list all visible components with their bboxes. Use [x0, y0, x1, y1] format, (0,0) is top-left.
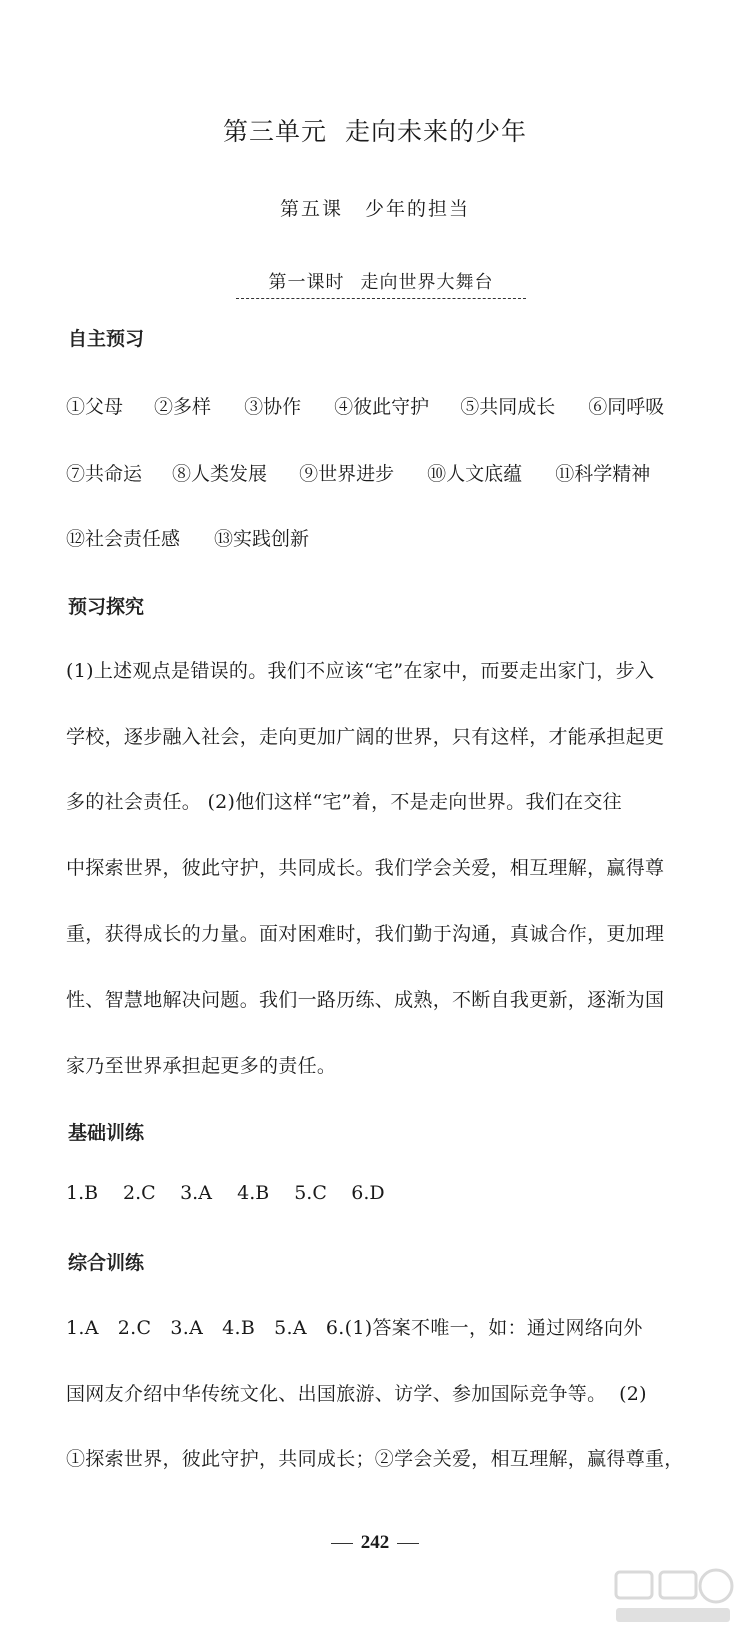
dash-left: [331, 1543, 353, 1544]
watermark-logo-icon: [608, 1560, 738, 1630]
preview-line: 重，获得成长的力量。面对困难时，我们勤于沟通，真诚合作，更加理: [66, 923, 665, 945]
unit-prefix: 第三单元: [222, 117, 327, 146]
list-item: ⑨世界进步: [299, 463, 395, 485]
comprehensive-heading: 综合训练: [68, 1252, 145, 1274]
page-number-value: 242: [360, 1532, 390, 1553]
lesson-title: [0, 194, 750, 221]
list-item: ⑤共同成长: [460, 396, 556, 418]
period-title: [236, 268, 526, 299]
list-item: ⑩人文底蕴: [427, 463, 523, 485]
list-item: ④彼此守护: [334, 396, 430, 418]
list-item: ⑫社会责任感: [66, 528, 181, 550]
list-item: ③协作: [244, 396, 302, 418]
preview-line: 多的社会责任。 (2)他们这样“宅”着，不是走向世界。我们在交往: [66, 791, 622, 813]
lesson-name: 少年的担当: [365, 198, 471, 220]
list-item: ⑦共命运: [66, 463, 143, 485]
preview-line: 学校，逐步融入社会，走向更加广阔的世界，只有这样，才能承担起更: [66, 726, 665, 748]
answer-item: 3.A: [180, 1182, 212, 1204]
answer-item: 6.D: [351, 1182, 385, 1204]
preview-line: 性、智慧地解决问题。我们一路历练、成熟，不断自我更新，逐渐为国: [66, 989, 665, 1011]
page-number: [0, 1532, 750, 1554]
unit-title: [0, 112, 750, 148]
preview-heading: 预习探究: [68, 596, 145, 618]
list-item: ⑧人类发展: [172, 463, 268, 485]
comprehensive-line: 国网友介绍中华传统文化、出国旅游、访学、参加国际竞争等。 (2): [66, 1383, 647, 1405]
lesson-prefix: 第五课: [279, 198, 343, 220]
answer-item: 2.C: [123, 1182, 156, 1204]
preview-line: 家乃至世界承担起更多的责任。: [66, 1055, 337, 1077]
list-item: ⑪科学精神: [555, 463, 651, 485]
self-study-row-3: [66, 524, 309, 551]
unit-name: 走向未来的少年: [345, 117, 528, 146]
list-item: ①父母: [66, 396, 124, 418]
preview-line: (1)上述观点是错误的。我们不应该“宅”在家中，而要走出家门，步入: [66, 660, 655, 682]
self-study-heading: 自主预习: [68, 328, 145, 350]
period-prefix: 第一课时: [268, 272, 345, 293]
basic-answers: [66, 1182, 385, 1204]
dash-right: [397, 1543, 419, 1544]
answer-item: 1.B: [66, 1182, 99, 1204]
answer-item: 5.C: [294, 1182, 327, 1204]
period-name: 走向世界大舞台: [360, 272, 494, 293]
self-study-row-2: [66, 459, 650, 486]
list-item: ⑬实践创新: [214, 528, 310, 550]
self-study-row-1: [66, 392, 664, 419]
comprehensive-line: ①探索世界，彼此守护，共同成长；②学会关爱，相互理解，赢得尊重，: [66, 1448, 684, 1470]
comprehensive-line: 1.A 2.C 3.A 4.B 5.A 6.(1)答案不唯一，如：通过网络向外: [66, 1317, 643, 1339]
list-item: ⑥同呼吸: [588, 396, 665, 418]
preview-line: 中探索世界，彼此守护，共同成长。我们学会关爱，相互理解，赢得尊: [66, 857, 665, 879]
basic-heading: 基础训练: [68, 1122, 145, 1144]
answer-item: 4.B: [237, 1182, 270, 1204]
list-item: ②多样: [154, 396, 212, 418]
